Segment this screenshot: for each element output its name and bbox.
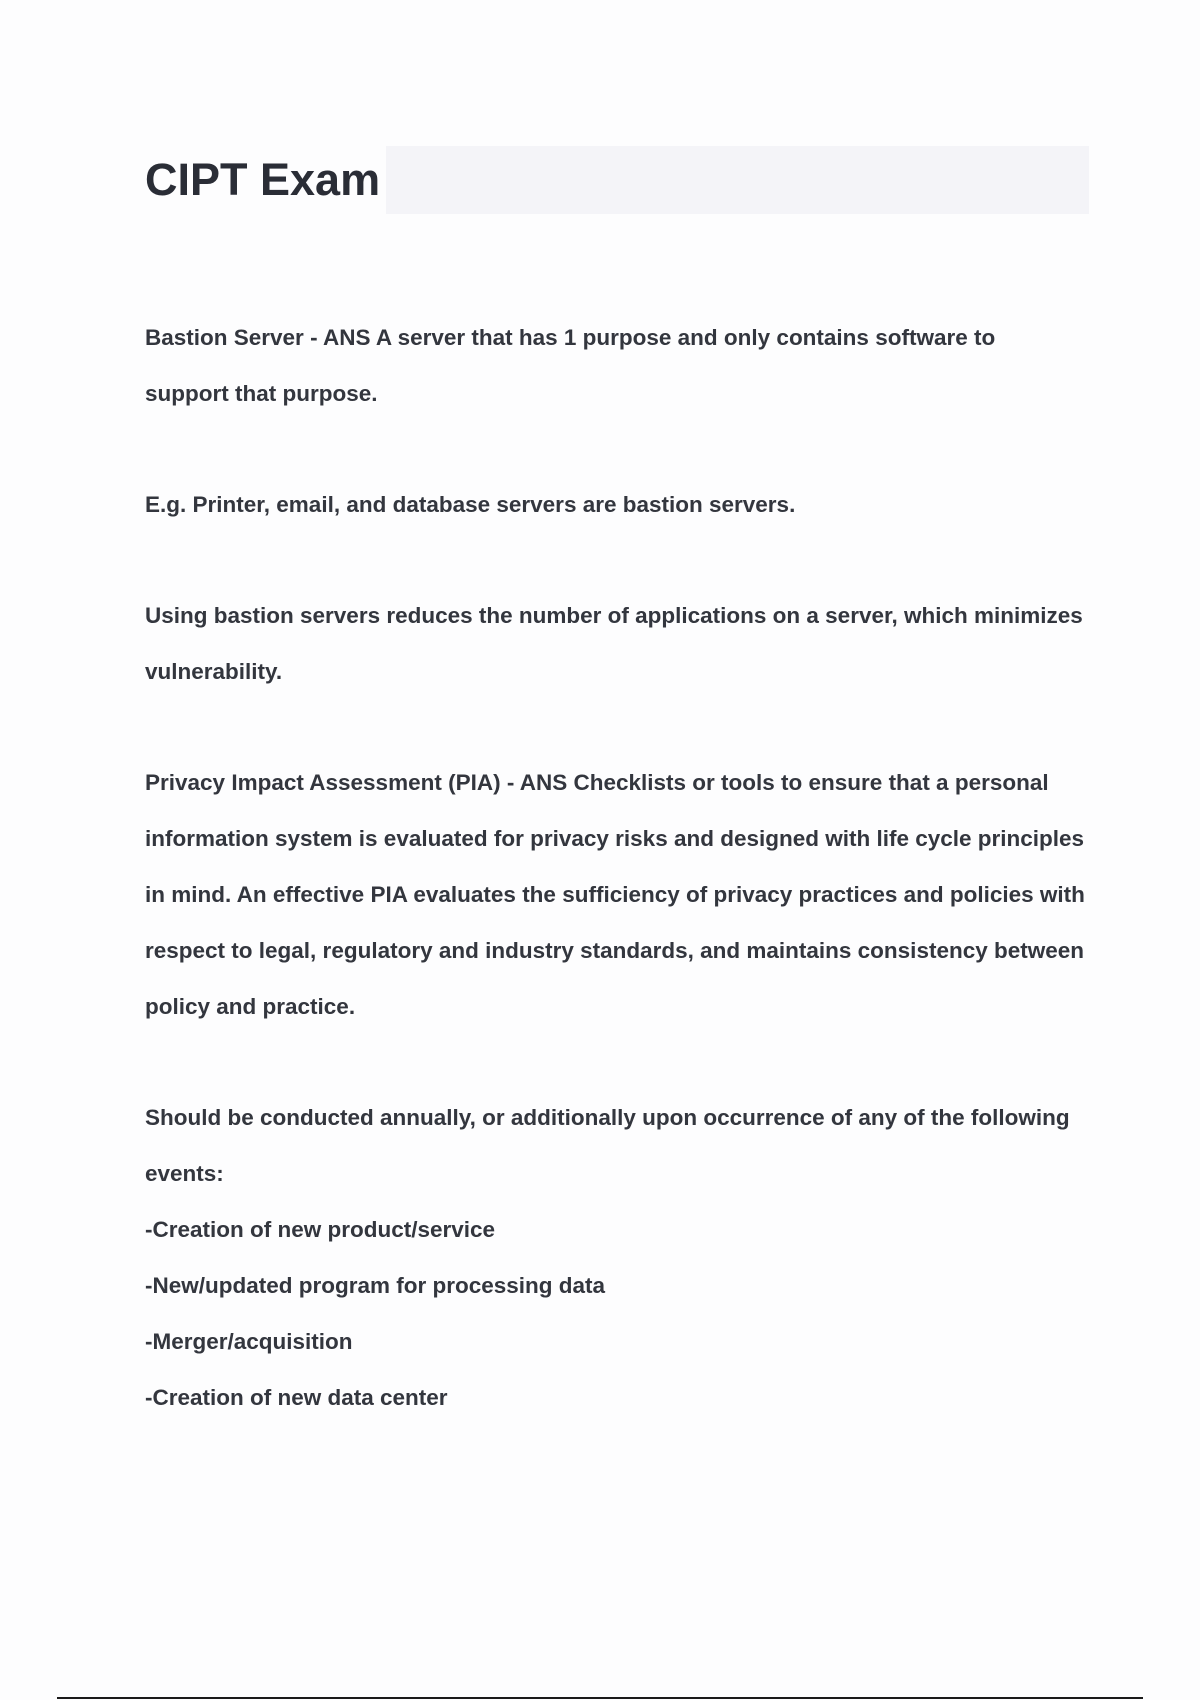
- list-item: -Creation of new product/service: [145, 1217, 496, 1242]
- paragraph-bastion-definition: Bastion Server - ANS A server that has 1 purpose and only contains software to support that purpose.: [145, 325, 996, 406]
- list-item: -Creation of new data center: [145, 1385, 448, 1410]
- page-title: CIPT Exam: [145, 146, 386, 214]
- list-item: -New/updated program for processing data: [145, 1273, 606, 1298]
- document-body: [145, 310, 1085, 1426]
- paragraph-pia-definition: Privacy Impact Assessment (PIA) - ANS Checklists or tools to ensure that a personal information system is evaluated for privacy risks and designed with life cycle principles in mind. An effective PIA evaluates the sufficiency of privacy practices and policies with respect to legal, regulatory and industry standards, and maintains consistency between policy and practice.: [145, 770, 1085, 1019]
- footer-divider: [57, 1697, 1143, 1699]
- paragraph-bastion-example: E.g. Printer, email, and database servers are bastion servers.: [145, 492, 796, 517]
- paragraph-pia-timing: Should be conducted annually, or additionally upon occurrence of any of the following events:: [145, 1105, 1070, 1186]
- event-list: [145, 1202, 1085, 1426]
- paragraph-bastion-benefit: Using bastion servers reduces the number of applications on a server, which minimizes vulnerability.: [145, 603, 1083, 684]
- list-item: -Merger/acquisition: [145, 1329, 353, 1354]
